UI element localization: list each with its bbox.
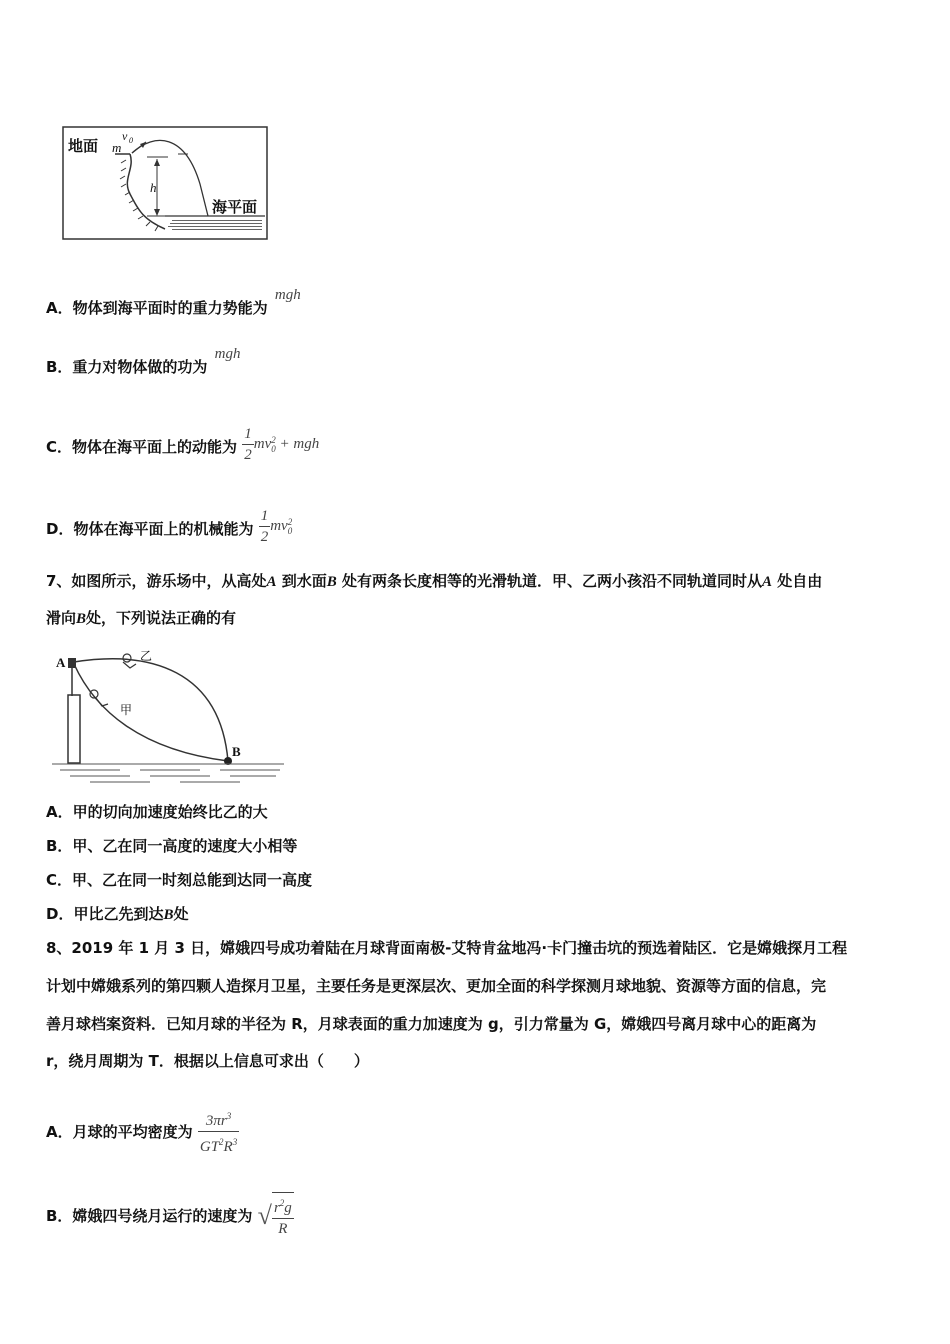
q8-stem-line2: 计划中嫦娥系列的第四颗人造探月卫星，主要任务是更深层次、更加全面的科学探测月球地貌、资源等方面的信息，完 xyxy=(46,977,827,995)
q7-stem-text: 7、如图所示，游乐场中，从高处 xyxy=(46,572,267,590)
subscript: 0 xyxy=(287,525,293,536)
q6-option-a xyxy=(46,287,301,319)
superscript: 3 xyxy=(232,1137,238,1147)
superscript: 2 xyxy=(219,1137,224,1147)
fraction-numerator: 1 xyxy=(260,508,269,524)
q6-option-a-label: A．物体到海平面时的重力势能为 xyxy=(46,299,268,317)
math-term: mv xyxy=(270,517,288,534)
q6-option-d xyxy=(46,510,292,551)
math-term: r xyxy=(273,1200,280,1216)
h-label: h xyxy=(150,180,157,195)
math-term: g xyxy=(284,1200,292,1216)
superscript: 2 xyxy=(287,516,293,527)
q8-option-b-fraction xyxy=(272,1192,294,1239)
fig-label-b: B xyxy=(232,744,241,759)
subscript: 0 xyxy=(271,443,276,454)
q7-stem-text: 处自由 xyxy=(777,572,823,590)
math-term: + mgh xyxy=(279,435,320,452)
point-a: A xyxy=(761,574,772,590)
fraction-denominator: R xyxy=(278,1221,288,1237)
fraction-numerator xyxy=(272,1193,294,1218)
q8-option-b xyxy=(46,1194,294,1241)
fraction-denominator: 2 xyxy=(244,447,252,463)
point-b: B xyxy=(326,574,337,590)
q8-option-a-label: A．月球的平均密度为 xyxy=(46,1122,193,1141)
superscript: 2 xyxy=(271,434,276,445)
q7-stem-text: 处，下列说法正确的有 xyxy=(86,609,237,627)
figure-two-tracks xyxy=(50,640,286,786)
q7-stem-text: 到水面 xyxy=(281,572,327,590)
q6-option-b-label: B．重力对物体做的功为 xyxy=(46,358,208,376)
q6-option-c-math xyxy=(242,426,320,463)
fraction-numerator: 1 xyxy=(244,426,252,442)
q6-option-c-fraction xyxy=(242,424,254,465)
fraction-numerator xyxy=(198,1106,239,1131)
q8-stem-line1: 8、2019 年 1 月 3 日，嫦娥四号成功着陆在月球背面南极-艾特肯盆地冯·卡门撞击坑的预选着陆区．它是嫦娥探月工程 xyxy=(46,939,848,957)
sea-label: 海平面 xyxy=(212,198,258,216)
point-b: B xyxy=(163,907,174,923)
q7-stem-text: 滑向 xyxy=(46,609,77,627)
math-term: R xyxy=(223,1139,233,1155)
q8-stem-line4: r，绕月周期为 T．根据以上信息可求出（ ） xyxy=(46,1052,369,1070)
v0-label: v xyxy=(122,129,128,143)
q7-stem xyxy=(46,563,916,637)
math-term: 3πr xyxy=(205,1113,227,1129)
q8-option-a xyxy=(46,1108,239,1159)
q7-option-b: B．甲、乙在同一高度的速度大小相等 xyxy=(46,837,298,855)
q7-option-d-text: 处 xyxy=(173,905,189,923)
mass-label: m xyxy=(112,140,122,155)
point-a: A xyxy=(266,574,277,590)
q6-option-d-label: D．物体在海平面上的机械能为 xyxy=(46,519,254,538)
sqrt-sign-icon: √ xyxy=(257,1200,272,1230)
v0-sub: 0 xyxy=(129,136,133,145)
math-term: mv xyxy=(253,435,272,452)
q8-option-b-label: B．嫦娥四号绕月运行的速度为 xyxy=(46,1206,253,1225)
q8-option-b-math xyxy=(257,1198,294,1237)
math-term: GT xyxy=(199,1139,220,1155)
q6-option-c xyxy=(46,428,319,469)
superscript: 2 xyxy=(279,1198,285,1208)
q7-option-a: A．甲的切向加速度始终比乙的大 xyxy=(46,803,268,821)
fraction-denominator xyxy=(198,1132,239,1157)
q7-option-d-text: D．甲比乙先到达 xyxy=(46,905,164,923)
q7-option-c: C．甲、乙在同一时刻总能到达同一高度 xyxy=(46,871,313,889)
q6-option-a-math: mgh xyxy=(274,287,301,303)
q7-option-d xyxy=(46,904,188,925)
fraction-denominator: 2 xyxy=(260,529,269,545)
q6-option-c-label: C．物体在海平面上的动能为 xyxy=(46,437,238,456)
q7-stem-text: 处有两条长度相等的光滑轨道．甲、乙两小孩沿不同轨道同时从 xyxy=(341,572,762,590)
q8-stem-line3: 善月球档案资料．已知月球的半径为 R，月球表面的重力加速度为 g，引力常量为 G，嫦娥四号离月球中心的距离为 xyxy=(46,1015,817,1033)
ground-label: 地面 xyxy=(68,137,99,155)
q6-option-b xyxy=(46,346,241,378)
superscript: 3 xyxy=(226,1111,232,1121)
fig-label-a: A xyxy=(56,655,66,670)
point-b: B xyxy=(76,611,87,627)
q6-option-b-math: mgh xyxy=(214,346,241,362)
q6-option-d-fraction xyxy=(259,506,271,547)
figure-cliff-projectile xyxy=(60,124,272,242)
q8-option-a-fraction xyxy=(198,1106,239,1157)
fig-label-yi: 乙 xyxy=(140,649,153,663)
q6-option-d-math xyxy=(259,508,293,545)
fig-label-jia: 甲 xyxy=(120,703,133,717)
